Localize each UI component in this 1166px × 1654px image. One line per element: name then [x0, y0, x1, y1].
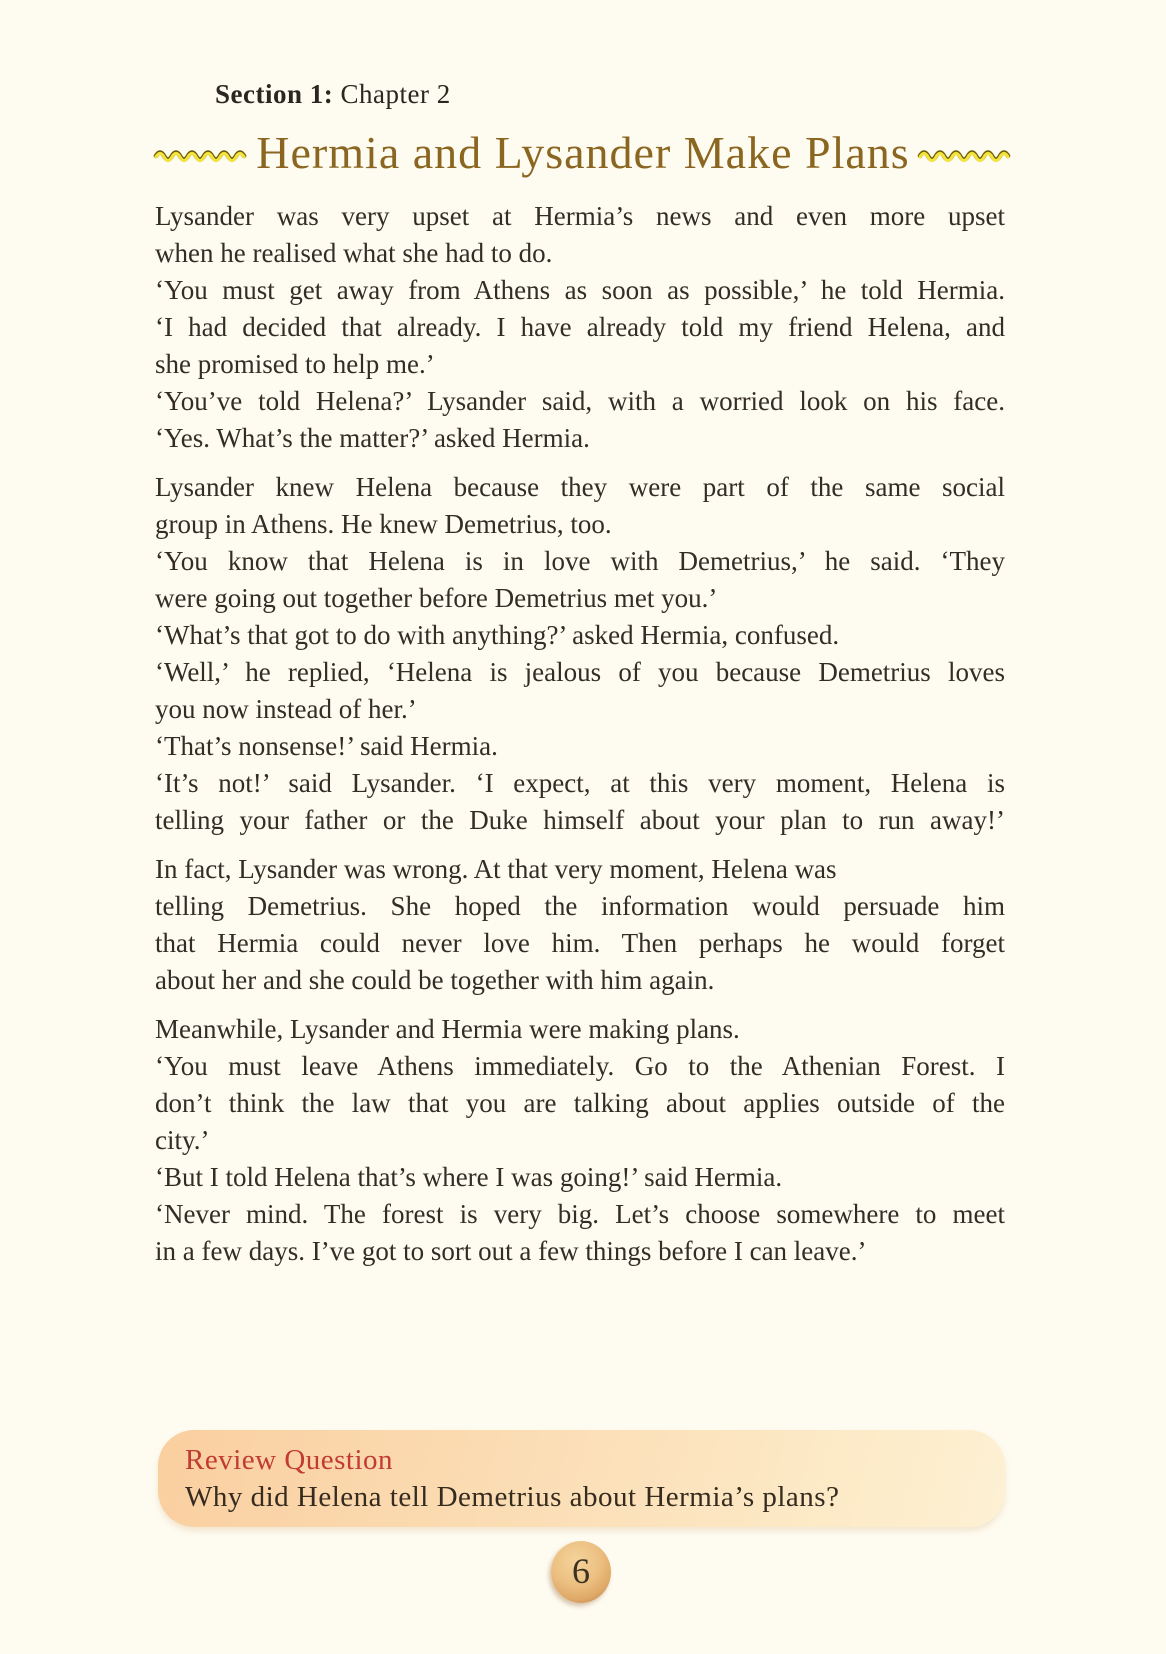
story-text — [155, 198, 1005, 1270]
text-line: ‘Yes. What’s the matter?’ asked Hermia. — [155, 423, 590, 453]
review-question-box — [158, 1430, 1005, 1527]
review-question-text: Why did Helena tell Demetrius about Hermia’s plans? — [185, 1481, 840, 1513]
paragraph — [155, 469, 1005, 839]
breadcrumb — [215, 0, 1166, 110]
text-line: telling Demetrius. She hoped the information would persuade him — [155, 891, 1005, 921]
text-line: were going out together before Demetrius met you.’ — [155, 583, 718, 613]
text-line: in a few days. I’ve got to sort out a few things before I can leave.’ — [155, 1236, 867, 1266]
text-line: In fact, Lysander was wrong. At that very moment, Helena was — [155, 854, 837, 884]
text-line: ‘You’ve told Helena?’ Lysander said, with a worried look on his face. — [155, 386, 1005, 416]
text-line: ‘You must leave Athens immediately. Go to the Athenian Forest. I — [155, 1051, 1005, 1081]
review-question-heading: Review Question — [185, 1444, 394, 1476]
text-line: ‘But I told Helena that’s where I was going!’ said Hermia. — [155, 1162, 783, 1192]
page-title: Hermia and Lysander Make Plans — [256, 127, 910, 178]
text-line: ‘It’s not!’ said Lysander. ‘I expect, at this very moment, Helena is — [155, 768, 1005, 798]
text-line: you now instead of her.’ — [155, 694, 417, 724]
text-line: ‘Well,’ he replied, ‘Helena is jealous of you because Demetrius loves — [155, 657, 1005, 687]
section-label: Section 1: — [215, 79, 334, 109]
paragraph — [155, 1011, 1005, 1270]
text-line: Meanwhile, Lysander and Hermia were making plans. — [155, 1014, 740, 1044]
text-line: don’t think the law that you are talking about applies outside of the — [155, 1088, 1005, 1118]
text-line: that Hermia could never love him. Then perhaps he would forget — [155, 928, 1005, 958]
text-line: ‘You must get away from Athens as soon as possible,’ he told Hermia. — [155, 275, 1005, 305]
text-line: Lysander knew Helena because they were part of the same social — [155, 472, 1005, 502]
paragraph — [155, 198, 1005, 457]
text-line: when he realised what she had to do. — [155, 238, 553, 268]
text-line: ‘I had decided that already. I have already told my friend Helena, and — [155, 312, 1005, 342]
text-line: ‘You know that Helena is in love with Demetrius,’ he said. ‘They — [155, 546, 1005, 576]
text-line: ‘That’s nonsense!’ said Hermia. — [155, 731, 498, 761]
text-line: she promised to help me.’ — [155, 349, 435, 379]
chapter-title-row — [153, 126, 1013, 180]
text-line: city.’ — [155, 1125, 210, 1155]
page-number-badge — [551, 1541, 611, 1603]
wavy-line-icon — [153, 149, 249, 163]
text-line: ‘Never mind. The forest is very big. Let’s choose somewhere to meet — [155, 1199, 1005, 1229]
text-line: ‘What’s that got to do with anything?’ asked Hermia, confused. — [155, 620, 840, 650]
paragraph — [155, 851, 1005, 999]
chapter-label: Chapter 2 — [333, 79, 451, 109]
wavy-line-icon — [917, 149, 1013, 163]
text-line: Lysander was very upset at Hermia’s news and even more upset — [155, 201, 1005, 231]
text-line: about her and she could be together with him again. — [155, 965, 715, 995]
text-line: group in Athens. He knew Demetrius, too. — [155, 509, 612, 539]
text-line: telling your father or the Duke himself about your plan to run away!’ — [155, 805, 1005, 835]
page-number: 6 — [572, 1551, 590, 1591]
